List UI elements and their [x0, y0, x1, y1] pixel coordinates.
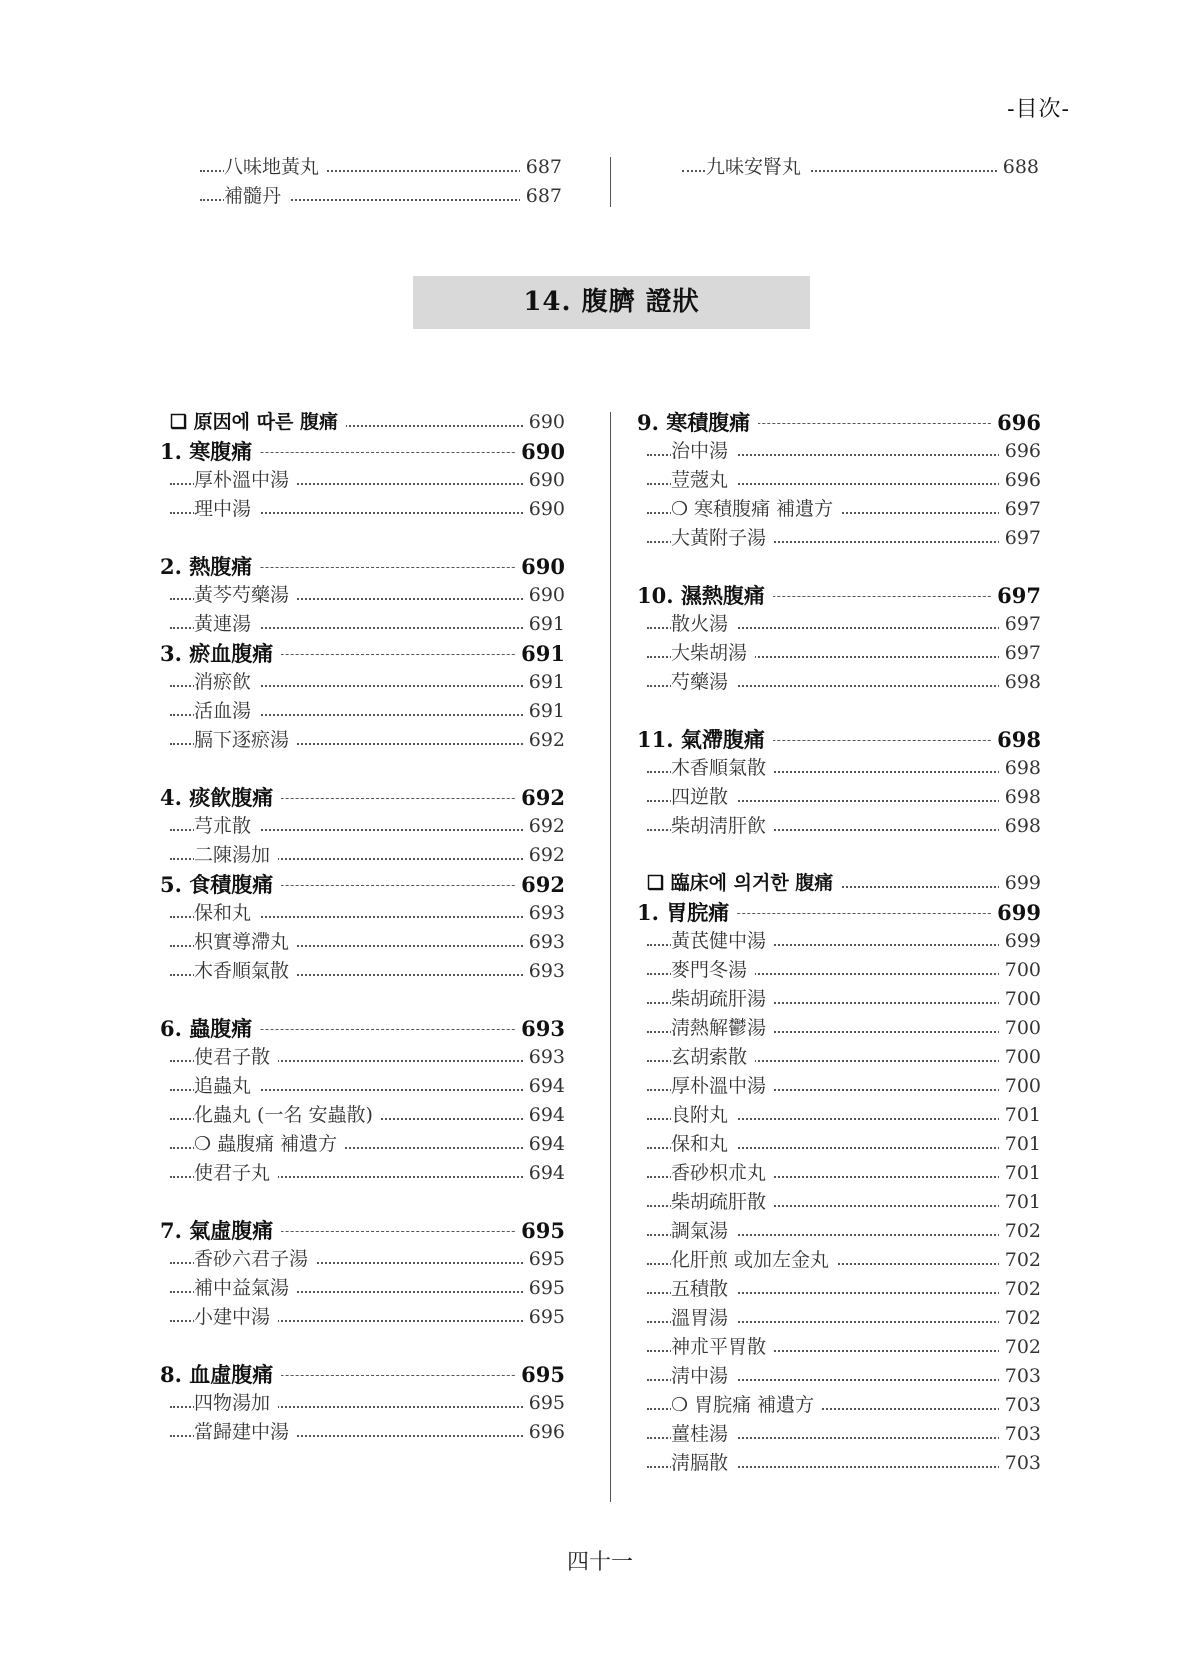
section-spacer: [160, 1332, 565, 1360]
toc-entry-label: 膈下逐瘀湯: [194, 726, 297, 755]
toc-entry-label: 玄胡索散: [671, 1043, 755, 1072]
page-number: 四十一: [566, 1550, 633, 1575]
toc-entry-label: 芎朮散: [194, 812, 259, 841]
toc-page-number: 701: [999, 1159, 1041, 1188]
toc-entry-row: [637, 1246, 1041, 1275]
toc-page-number: 693: [515, 1014, 565, 1043]
toc-entry-row: [637, 754, 1041, 783]
toc-heading-row: [160, 870, 565, 899]
toc-entry-label: 八味地黃丸: [224, 153, 327, 182]
toc-entry-label: 麥門冬湯: [671, 956, 755, 985]
toc-entry-label: 補中益氣湯: [194, 1274, 297, 1303]
toc-page-number: 694: [523, 1130, 565, 1159]
toc-heading-row: [160, 639, 565, 668]
toc-page-number: 698: [999, 812, 1041, 841]
toc-entry-label: 1. 寒腹痛: [160, 437, 260, 466]
toc-entry-row: [160, 1418, 565, 1447]
toc-entry-label: 活血湯: [194, 697, 259, 726]
toc-entry-label: 木香順氣散: [671, 754, 774, 783]
toc-entry-label: 九味安腎丸: [706, 153, 809, 182]
toc-page-number: 687: [520, 182, 562, 211]
toc-entry-label: 厚朴溫中湯: [671, 1072, 774, 1101]
toc-category-row: [637, 869, 1041, 898]
toc-page-number: 693: [523, 1043, 565, 1072]
toc-entry-row: [637, 1420, 1041, 1449]
toc-entry-label: 理中湯: [194, 495, 259, 524]
toc-category-row: [160, 408, 565, 437]
toc-entry-label: ❍ 胃脘痛 補遺方: [671, 1391, 822, 1420]
toc-entry-label: 淸中湯: [671, 1362, 736, 1391]
toc-page-number: 690: [523, 408, 565, 437]
toc-entry-label: 枳實導滯丸: [194, 928, 297, 957]
toc-entry-label: 淸膈散: [671, 1449, 736, 1478]
toc-page-number: 698: [999, 783, 1041, 812]
toc-entry-row: [637, 639, 1041, 668]
toc-page-number: 694: [523, 1159, 565, 1188]
toc-entry-row: [637, 1043, 1041, 1072]
toc-page-number: 698: [999, 754, 1041, 783]
toc-page-number: 691: [515, 639, 565, 668]
toc-entry-label: 大柴胡湯: [671, 639, 755, 668]
toc-page-number: 700: [999, 1014, 1041, 1043]
toc-page-number: 696: [999, 466, 1041, 495]
toc-entry-label: 11. 氣滯腹痛: [637, 725, 773, 754]
toc-entry-label: ❍ 蟲腹痛 補遺方: [194, 1130, 345, 1159]
toc-entry-row: [160, 899, 565, 928]
toc-entry-label: 柴胡疏肝湯: [671, 985, 774, 1014]
toc-heading-row: [637, 581, 1041, 610]
toc-entry-label: 保和丸: [194, 899, 259, 928]
toc-page-number: 703: [999, 1449, 1041, 1478]
toc-entry-label: 柴胡淸肝飮: [671, 812, 774, 841]
toc-page-number: 692: [523, 812, 565, 841]
top-right-column: [672, 153, 1039, 182]
toc-entry-row: [160, 1389, 565, 1418]
toc-entry-label: 溫胃湯: [671, 1304, 736, 1333]
toc-heading-row: [160, 552, 565, 581]
toc-entry-row: [637, 524, 1041, 553]
toc-page-number: 702: [999, 1275, 1041, 1304]
toc-page-number: 698: [999, 668, 1041, 697]
toc-entry-row: [160, 726, 565, 755]
toc-page-number: 696: [991, 408, 1041, 437]
toc-entry-row: [160, 1274, 565, 1303]
toc-page-number: 691: [523, 668, 565, 697]
toc-entry-row: [637, 812, 1041, 841]
toc-entry-row: [672, 153, 1039, 182]
toc-heading-row: [160, 1216, 565, 1245]
toc-entry-label: 小建中湯: [194, 1303, 278, 1332]
left-toc-column: [160, 408, 565, 1447]
toc-entry-label: 良附丸: [671, 1101, 736, 1130]
toc-entry-label: 淸熱解鬱湯: [671, 1014, 774, 1043]
toc-entry-row: [160, 1101, 565, 1130]
toc-entry-row: [160, 581, 565, 610]
toc-page-number: 691: [523, 610, 565, 639]
toc-page-number: 695: [523, 1389, 565, 1418]
toc-entry-label: 2. 熱腹痛: [160, 552, 260, 581]
toc-entry-label: 使君子丸: [194, 1159, 278, 1188]
section-header: -目次-: [1007, 97, 1070, 122]
toc-page-number: 701: [999, 1188, 1041, 1217]
toc-heading-row: [160, 783, 565, 812]
toc-page-number: 695: [523, 1274, 565, 1303]
toc-page-number: 693: [523, 957, 565, 986]
toc-page-number: 692: [523, 841, 565, 870]
toc-page-number: 697: [999, 495, 1041, 524]
toc-page-number: 695: [515, 1360, 565, 1389]
toc-page-number: 703: [999, 1362, 1041, 1391]
toc-page-number: 702: [999, 1246, 1041, 1275]
toc-page-number: 699: [999, 869, 1041, 898]
toc-page-number: 695: [523, 1245, 565, 1274]
toc-entry-row: [637, 927, 1041, 956]
top-toc-block: [190, 153, 1040, 213]
toc-entry-label: 當歸建中湯: [194, 1418, 297, 1447]
toc-page-number: 700: [999, 1043, 1041, 1072]
toc-page-number: 693: [523, 928, 565, 957]
toc-entry-row: [637, 1333, 1041, 1362]
toc-page-number: 692: [515, 783, 565, 812]
toc-entry-row: [160, 495, 565, 524]
toc-heading-row: [160, 1360, 565, 1389]
toc-entry-label: 四逆散: [671, 783, 736, 812]
toc-page-number: 702: [999, 1304, 1041, 1333]
toc-page-number: 700: [999, 1072, 1041, 1101]
toc-entry-label: 7. 氣虛腹痛: [160, 1216, 281, 1245]
toc-entry-label: 保和丸: [671, 1130, 736, 1159]
section-spacer: [160, 986, 565, 1014]
toc-page-number: 690: [515, 437, 565, 466]
toc-page-number: 695: [523, 1303, 565, 1332]
toc-entry-row: [160, 466, 565, 495]
toc-entry-row: [637, 437, 1041, 466]
chapter-title: 14. 腹臍 證狀: [413, 276, 810, 329]
toc-entry-row: [160, 928, 565, 957]
toc-entry-label: 1. 胃脘痛: [637, 898, 737, 927]
toc-entry-label: 香砂六君子湯: [194, 1245, 316, 1274]
toc-page-number: 702: [999, 1333, 1041, 1362]
toc-entry-label: 補髓丹: [224, 182, 289, 211]
toc-page-number: 694: [523, 1072, 565, 1101]
toc-entry-row: [637, 1072, 1041, 1101]
section-spacer: [160, 524, 565, 552]
toc-page-number: 697: [999, 610, 1041, 639]
toc-page-number: 700: [999, 956, 1041, 985]
toc-entry-row: [637, 1188, 1041, 1217]
toc-entry-row: [190, 153, 562, 182]
section-spacer: [637, 553, 1041, 581]
toc-entry-label: 香砂枳朮丸: [671, 1159, 774, 1188]
column-divider: [610, 412, 611, 1502]
toc-entry-row: [637, 1101, 1041, 1130]
toc-entry-label: 追蟲丸: [194, 1072, 259, 1101]
toc-entry-label: 柴胡疏肝散: [671, 1188, 774, 1217]
toc-entry-row: [637, 495, 1041, 524]
toc-entry-label: 化肝煎 或加左金丸: [671, 1246, 837, 1275]
toc-entry-label: 黃芩芍藥湯: [194, 581, 297, 610]
toc-page-number: 690: [523, 495, 565, 524]
top-left-column: [190, 153, 562, 211]
toc-entry-row: [637, 1159, 1041, 1188]
toc-page-number: 703: [999, 1391, 1041, 1420]
toc-entry-label: 神朮平胃散: [671, 1333, 774, 1362]
toc-entry-row: [160, 1043, 565, 1072]
toc-entry-label: 散火湯: [671, 610, 736, 639]
toc-page-number: 696: [523, 1418, 565, 1447]
toc-page-number: 701: [999, 1101, 1041, 1130]
toc-entry-row: [637, 1014, 1041, 1043]
toc-heading-row: [637, 725, 1041, 754]
toc-entry-row: [160, 841, 565, 870]
toc-entry-row: [637, 466, 1041, 495]
toc-entry-label: 調氣湯: [671, 1217, 736, 1246]
toc-page-number: 702: [999, 1217, 1041, 1246]
toc-entry-row: [160, 1159, 565, 1188]
toc-entry-row: [637, 1130, 1041, 1159]
toc-entry-row: [637, 1362, 1041, 1391]
section-spacer: [637, 697, 1041, 725]
toc-entry-row: [637, 1217, 1041, 1246]
toc-entry-label: 五積散: [671, 1275, 736, 1304]
toc-entry-row: [637, 1304, 1041, 1333]
toc-page-number: 693: [523, 899, 565, 928]
toc-page-number: 692: [523, 726, 565, 755]
toc-page-number: 694: [523, 1101, 565, 1130]
toc-entry-row: [160, 610, 565, 639]
toc-heading-row: [160, 437, 565, 466]
toc-page-number: 690: [523, 581, 565, 610]
toc-page-number: 699: [999, 927, 1041, 956]
toc-heading-row: [637, 408, 1041, 437]
toc-page-number: 690: [523, 466, 565, 495]
toc-entry-row: [190, 182, 562, 211]
toc-page-number: 699: [991, 898, 1041, 927]
section-spacer: [160, 755, 565, 783]
toc-entry-label: 治中湯: [671, 437, 736, 466]
toc-entry-row: [160, 957, 565, 986]
toc-entry-label: 薑桂湯: [671, 1420, 736, 1449]
toc-entry-row: [160, 1072, 565, 1101]
toc-heading-row: [160, 1014, 565, 1043]
toc-entry-label: 四物湯加: [194, 1389, 278, 1418]
top-divider: [610, 157, 611, 207]
toc-entry-label: ❑ 原因에 따른 腹痛: [170, 408, 346, 437]
toc-page-number: 695: [515, 1216, 565, 1245]
toc-entry-label: 9. 寒積腹痛: [637, 408, 758, 437]
toc-entry-row: [637, 1449, 1041, 1478]
toc-entry-row: [160, 1130, 565, 1159]
toc-entry-label: 大黃附子湯: [671, 524, 774, 553]
toc-entry-label: 5. 食積腹痛: [160, 870, 281, 899]
toc-entry-row: [637, 1391, 1041, 1420]
toc-entry-row: [637, 956, 1041, 985]
toc-entry-row: [160, 812, 565, 841]
toc-entry-label: 芍藥湯: [671, 668, 736, 697]
toc-entry-row: [637, 783, 1041, 812]
toc-page-number: 691: [523, 697, 565, 726]
toc-page-number: 697: [999, 524, 1041, 553]
toc-entry-row: [637, 985, 1041, 1014]
toc-page-number: 692: [515, 870, 565, 899]
toc-entry-label: 黃連湯: [194, 610, 259, 639]
toc-entry-label: 木香順氣散: [194, 957, 297, 986]
toc-page-number: 690: [515, 552, 565, 581]
toc-entry-label: 10. 濕熱腹痛: [637, 581, 773, 610]
toc-entry-label: 8. 血虛腹痛: [160, 1360, 281, 1389]
toc-page-number: 697: [999, 639, 1041, 668]
toc-entry-row: [160, 668, 565, 697]
toc-page-number: 697: [991, 581, 1041, 610]
toc-heading-row: [637, 898, 1041, 927]
toc-entry-label: ❍ 寒積腹痛 補遺方: [671, 495, 841, 524]
section-spacer: [160, 1188, 565, 1216]
toc-page-number: 700: [999, 985, 1041, 1014]
toc-page-number: 698: [991, 725, 1041, 754]
toc-page-number: 696: [999, 437, 1041, 466]
toc-entry-row: [637, 668, 1041, 697]
toc-entry-row: [160, 697, 565, 726]
toc-page-number: 687: [520, 153, 562, 182]
toc-entry-row: [637, 1275, 1041, 1304]
right-toc-column: [637, 408, 1041, 1478]
toc-entry-label: 二陳湯加: [194, 841, 278, 870]
toc-entry-label: 化蟲丸 (一名 安蟲散): [194, 1101, 381, 1130]
toc-entry-label: 黃芪健中湯: [671, 927, 774, 956]
toc-page-number: 701: [999, 1130, 1041, 1159]
toc-entry-row: [160, 1303, 565, 1332]
toc-entry-label: 6. 蟲腹痛: [160, 1014, 260, 1043]
toc-entry-label: 消瘀飮: [194, 668, 259, 697]
toc-page-number: 688: [997, 153, 1039, 182]
toc-entry-label: ❑ 臨床에 의거한 腹痛: [647, 869, 841, 898]
toc-page-number: 703: [999, 1420, 1041, 1449]
toc-entry-label: 荳蔲丸: [671, 466, 736, 495]
section-spacer: [637, 841, 1041, 869]
toc-entry-row: [160, 1245, 565, 1274]
toc-entry-row: [637, 610, 1041, 639]
toc-entry-label: 3. 瘀血腹痛: [160, 639, 281, 668]
toc-entry-label: 使君子散: [194, 1043, 278, 1072]
toc-entry-label: 厚朴溫中湯: [194, 466, 297, 495]
toc-entry-label: 4. 痰飮腹痛: [160, 783, 281, 812]
